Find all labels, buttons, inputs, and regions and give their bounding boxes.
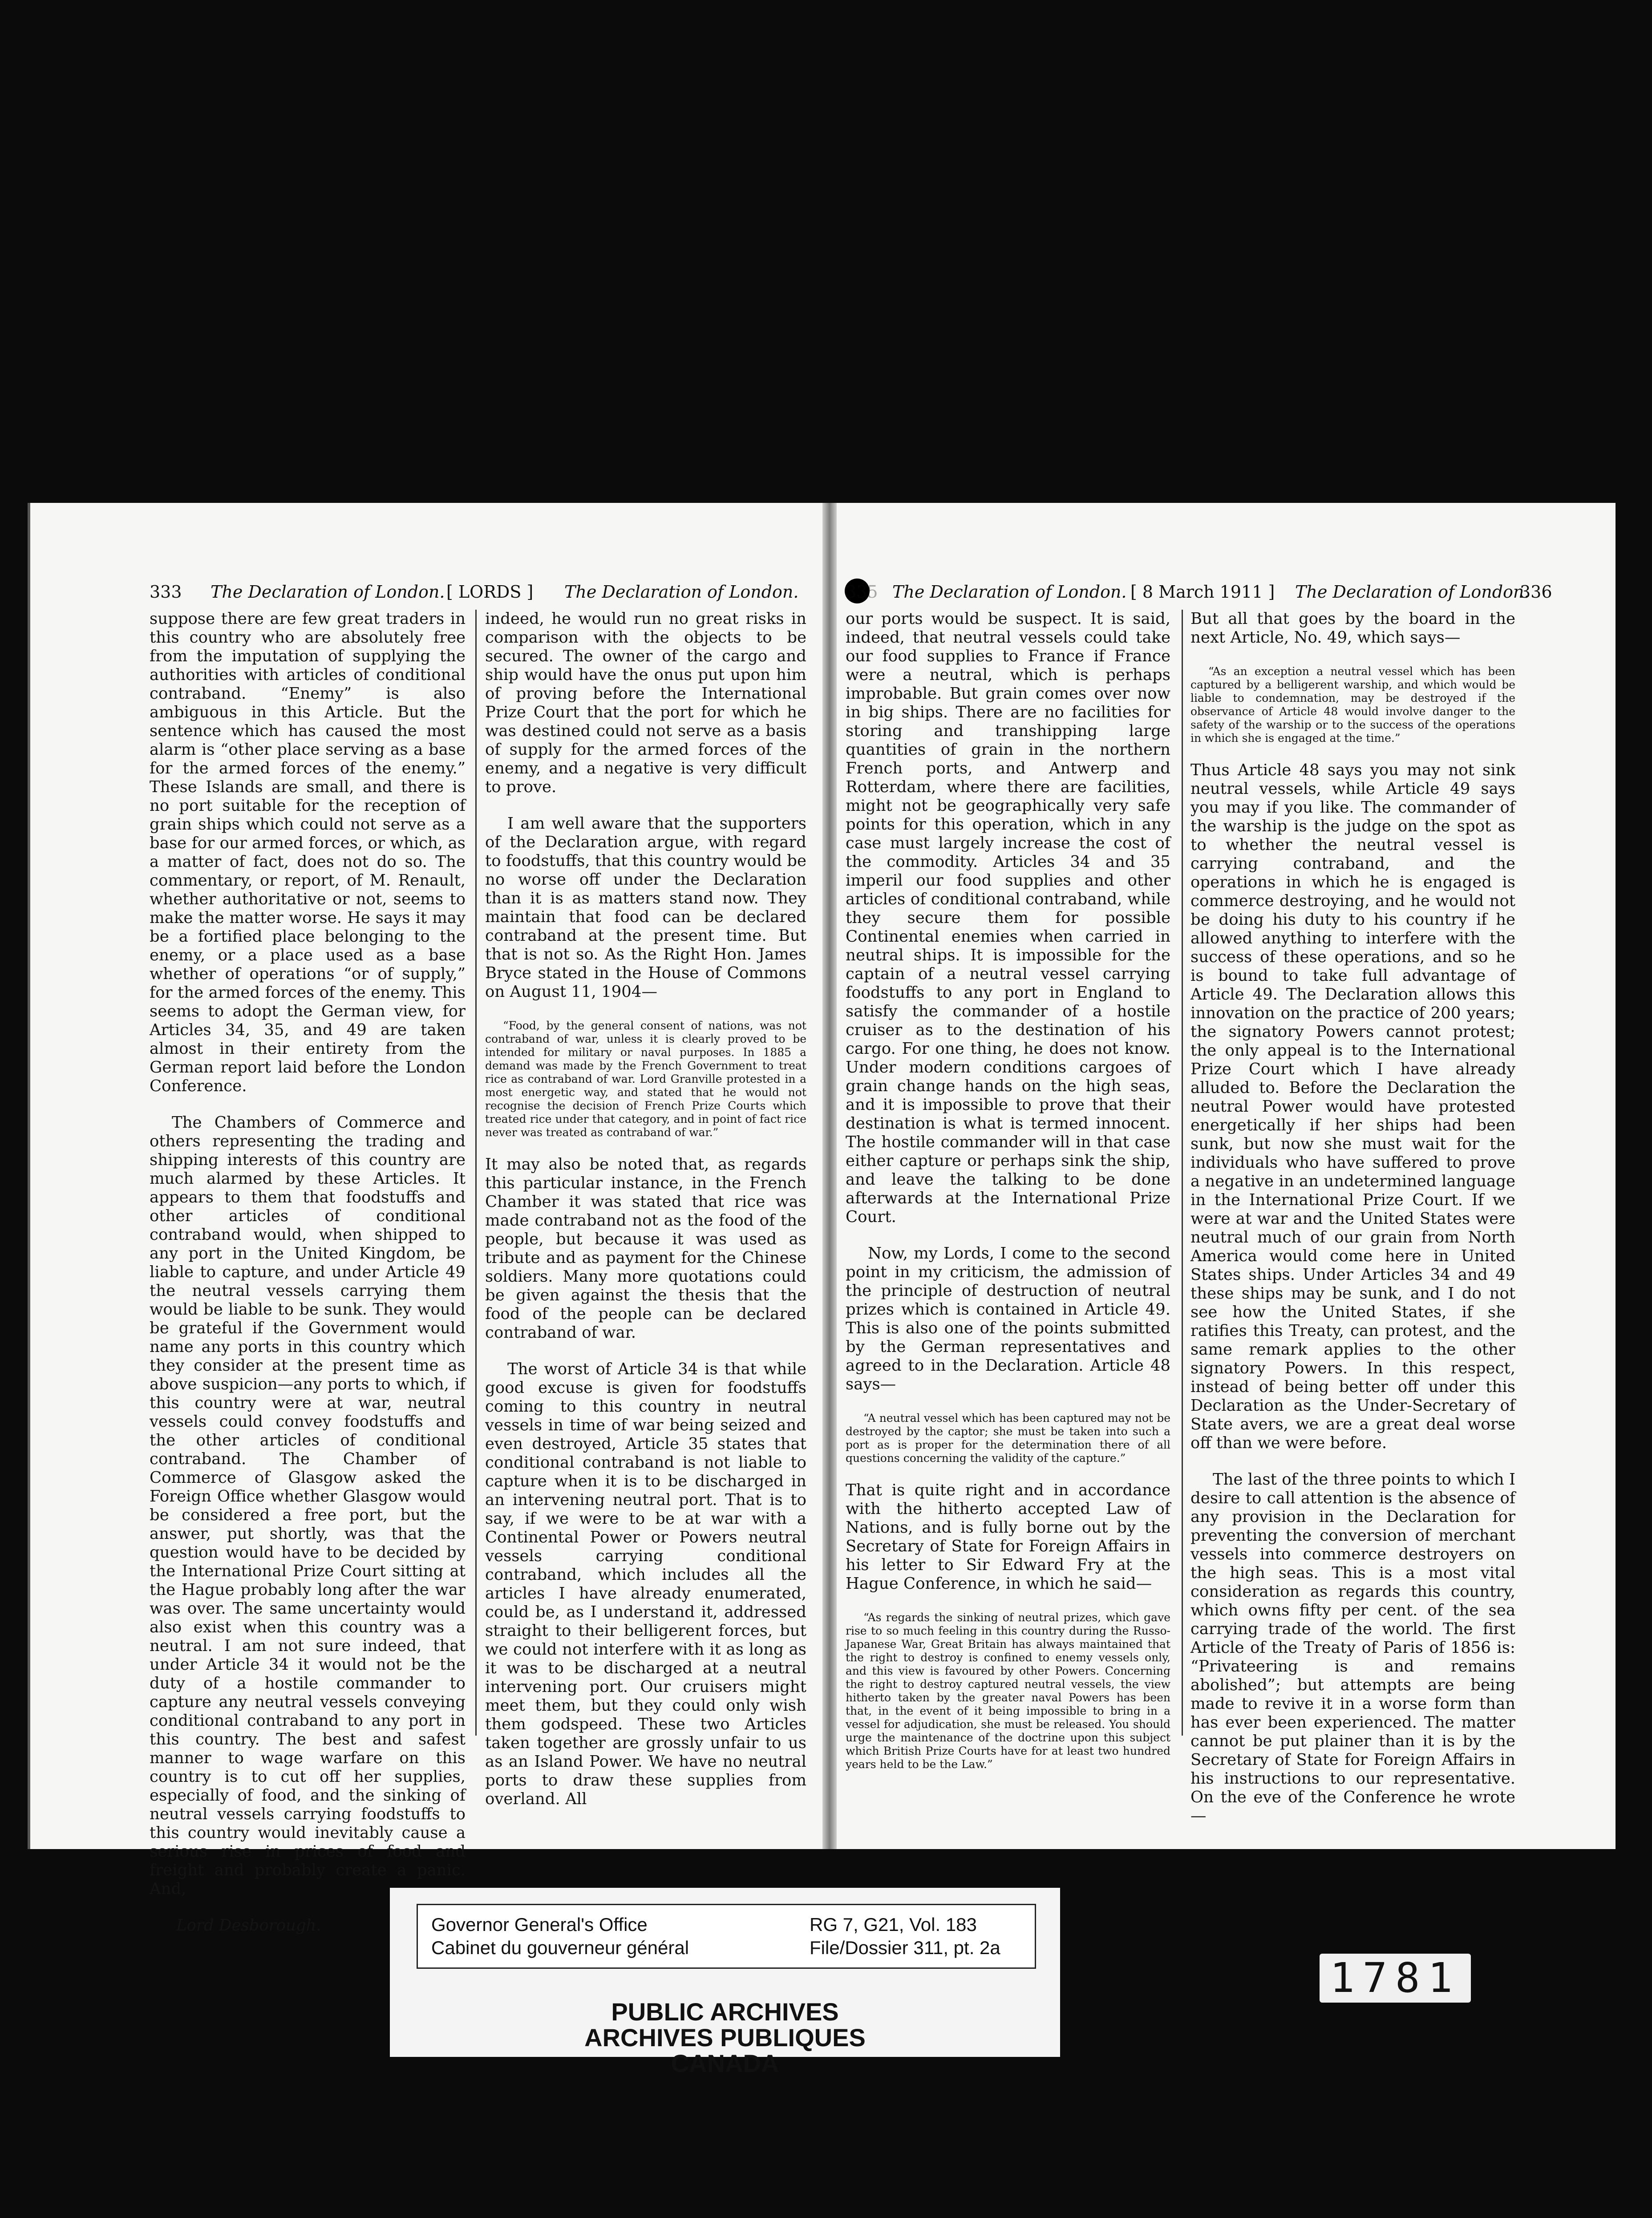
paragraph: indeed, he would run no great risks in comparison with the objects to be secured. The owner of the cargo and ship would have the onus put upon him of proving before the International Prize Court that the port for which he was destined could not serve as a basis of supply for the armed forces of the enemy, and a negative is very difficult to prove. <box>485 610 806 796</box>
running-title: The Declaration of London. <box>892 582 1127 602</box>
right-page-column-2 <box>1190 610 1515 1825</box>
left-page-column-1 <box>150 610 466 1935</box>
right-page-header <box>837 582 1616 609</box>
paragraph: suppose there are few great traders in this country who are absolutely free from the imputation of supplying the authorities with articles of conditional contraband. “Enemy” is also ambiguous in this Article. But the sentence which has caused the most alarm is “other place serving as a base for the armed forces of the enemy.” These Islands are small, and there is no port suitable for the reception of grain ships which could not serve as a base for our armed forces, or which, as a matter of fact, does not do so. The commentary, or report, of M. Renault, whether authoritative or not, seems to make the matter worse. He says it may be a fortified place belonging to the enemy, or a place used as a base whether of operations “or of supply,” for the armed forces of the enemy. This seems to adopt the German view, for Articles 34, 35, and 49 are taken almost in their entirety from the German report laid before the London Conference. <box>150 610 466 1095</box>
paragraph: That is quite right and in accordance with the hitherto accepted Law of Nations, and is fully borne out by the Secretary of State for Foreign Affairs in his letter to Sir Edward Fry at the Hague Conference, in which he said— <box>846 1481 1170 1593</box>
quotation: “As an exception a neutral vessel which has been captured by a belligerent warship, and which would be liable to condemnation, may be destroyed if the observance of Article 48 would involve danger to the safety of the warship or to the success of the operations in which she is engaged at the time.” <box>1190 665 1515 745</box>
paragraph: The worst of Article 34 is that while good excuse is given for foodstuffs coming to this country in neutral vessels in time of war being seized and even destroyed, Article 35 states that conditional contraband is not liable to capture when it is to be discharged in an intervening neutral port. That is to say, if we were to be at war with a Continental Power or Powers neutral vessels carrying conditional contraband, which includes all the articles I have already enumerated, could be, as I understand it, addressed straight to their belligerent forces, but we could not interfere with it as long as it was to be discharged at a neutral intervening port. Our cruisers might meet them, but they could only wish them godspeed. These two Articles taken together are grossly unfair to us as an Island Power. We have no neutral ports to draw these supplies from overland. All <box>485 1360 806 1808</box>
paragraph: I am well aware that the supporters of the Declaration argue, with regard to foodstuffs, that this country would be no worse off under the Declaration than it is as matters stand now. They maintain that food can be declared contraband at the present time. But that is not so. As the Right Hon. James Bryce stated in the House of Commons on August 11, 1904— <box>485 814 806 1001</box>
speaker-signature: Lord Desborough. <box>176 1916 321 1935</box>
running-title: The Declaration of London. <box>564 582 799 602</box>
archives-stamp <box>390 1999 1060 2076</box>
running-title: The Declaration of London. <box>211 582 445 602</box>
right-page-column-1 <box>846 610 1170 1771</box>
running-title: The Declaration of London. <box>1295 582 1530 602</box>
file-number: File/Dossier 311, pt. 2a <box>810 1937 1000 1958</box>
quotation: “As regards the sinking of neutral prizes, which gave rise to so much feeling in this country during the Russo-Japanese War, Great Britain has always maintained that the right to destroy is confined to enemy vessels only, and this view is favoured by other Powers. Concerning the right to destroy captured neutral vessels, the view hitherto taken by the greater naval Powers has been that, in the event of it being impossible to bring in a vessel for adjudication, she must be released. You should urge the maintenance of the doctrine upon this subject which British Prize Courts have for at least two hundred years held to be the Law.” <box>846 1611 1170 1771</box>
paragraph: The last of the three points to which I desire to call attention is the absence of any provision in the Declaration for preventing the conversion of merchant vessels into commerce destroyers on the high seas. This is a most vital consideration as regards this country, which owns fifty per cent. of the sea carrying trade of the world. The first Article of the Treaty of Paris of 1856 is: “Privateering is and remains abolished”; but attempts are being made to revive it in a worse form than has ever been experienced. The matter cannot be put plainer than it is by the Secretary of State for Foreign Affairs in his instructions to our representative. On the eve of the Conference he wrote— <box>1190 1470 1515 1825</box>
right-page <box>837 503 1616 1849</box>
paragraph: It may also be noted that, as regards this particular instance, in the French Chamber it was stated that rice was made contraband not as the food of the people, but because it was used as tribute and as payment for the Chinese soldiers. Many more quotations could be given against the thesis that the food of the people can be declared contraband of war. <box>485 1155 806 1342</box>
quotation: “Food, by the general consent of nations, was not contraband of war, unless it is clearly proved to be intended for military or naval purposes. In 1885 a demand was made by the French Government to treat rice as contraband of war. Lord Granville protested in a most energetic way, and stated that he would not recognise the decision of French Prize Courts which treated rice under that category, and in point of fact rice never was treated as contraband of war.” <box>485 1019 806 1139</box>
paragraph: Now, my Lords, I come to the second point in my criticism, the admission of the principle of destruction of neutral prizes which is contained in Article 49. This is also one of the points submitted by the German representatives and agreed to in the Declaration. Article 48 says— <box>846 1244 1170 1393</box>
paragraph: But all that goes by the board in the next Article, No. 49, which says— <box>1190 610 1515 647</box>
left-page-header <box>30 582 822 609</box>
archives-line-fr: ARCHIVES PUBLIQUES <box>584 2024 866 2052</box>
archives-country: CANADA <box>671 2049 779 2077</box>
book-gutter <box>822 503 837 1849</box>
column-rule <box>475 610 477 1736</box>
office-name <box>431 1913 689 1959</box>
page-number: 333 <box>150 582 182 602</box>
column-rule <box>1182 610 1183 1736</box>
file-reference <box>810 1913 1000 1959</box>
office-name-en: Governor General's Office <box>431 1914 648 1935</box>
archive-label <box>390 1888 1060 2077</box>
archives-line-en: PUBLIC ARCHIVES <box>611 1998 839 2026</box>
date-label: [ 8 March 1911 ] <box>1130 582 1275 602</box>
house-label: [ LORDS ] <box>446 582 534 602</box>
page-number: 336 <box>1520 582 1552 602</box>
frame-number: 1781 <box>1320 1954 1471 2003</box>
record-group: RG 7, G21, Vol. 183 <box>810 1914 977 1935</box>
paragraph: our ports would be suspect. It is said, indeed, that neutral vessels could take our food supplies to France if France were a neutral, which is perhaps improbable. But grain comes over now in big ships. There are no facilities for storing and transhipping large quantities of grain in the northern French ports, and Antwerp and Rotterdam, where there are facilities, might not be geographically very safe points for this operation, which in any case must largely increase the cost of the commodity. Articles 34 and 35 imperil our food supplies and other articles of conditional contraband, while they secure them for possible Continental enemies when carried in neutral ships. It is impossible for the captain of a neutral vessel carrying foodstuffs to any port in England to satisfy the commander of a hostile cruiser as to the destination of his cargo. For one thing, he does not know. Under modern conditions cargoes of grain change hands on the high seas, and it is impossible to prove that their destination is what is termed innocent. The hostile commander will in that case either capture or perhaps sink the ship, and leave the talking to be done afterwards at the International Prize Court. <box>846 610 1170 1226</box>
office-name-fr: Cabinet du gouverneur général <box>431 1937 689 1958</box>
paragraph: Thus Article 48 says you may not sink neutral vessels, while Article 49 says you may if you like. The commander of the warship is the judge on the spot as to whether the neutral vessel is carrying contraband, and the operations in which he is engaged is commerce destroying, and he would not be doing his duty to his country if he allowed anything to interfere with the success of these operations, and so he is bound to take full advantage of Article 49. The Declaration allows this innovation on the practice of 200 years; the signatory Powers cannot protest; the only appeal is to the International Prize Court which I have already alluded to. Before the Declaration the neutral Power would have protested energetically if her ships had been sunk, but now she must wait for the individuals who have suffered to prove a negative in an undetermined language in the International Prize Court. If we were at war and the United States were neutral much of our grain from North America would come here in United States ships. Under Articles 34 and 49 these ships may be sunk, and I do not see how the United States, if she ratifies this Treaty, can protest, and the same remark applies to the other signatory Powers. In this respect, instead of being better off under this Declaration as the Under-Secretary of State avers, we are a great deal worse off than we were before. <box>1190 761 1515 1452</box>
left-page-column-2 <box>485 610 806 1808</box>
archive-reference-box <box>417 1904 1036 1969</box>
paragraph: The Chambers of Commerce and others representing the trading and shipping interests of this country are much alarmed by these Articles. It appears to them that foodstuffs and other articles of conditional contraband would, when shipped to any port in the United Kingdom, be liable to capture, and under Article 49 the neutral vessels carrying them would be liable to be sunk. They would be grateful if the Government would name any ports in this country which they consider at the present time as above suspicion—any ports to which, if this country were at war, neutral vessels could convey foodstuffs and the other articles of conditional contraband. The Chamber of Commerce of Glasgow asked the Foreign Office whether Glasgow would be considered a free port, but the answer, put shortly, was that the question would have to be decided by the International Prize Court sitting at the Hague probably long after the war was over. The same uncertainty would also exist when this country was a neutral. I am not sure indeed, that under Article 34 it would not be the duty of a hostile commander to capture any neutral vessels conveying conditional contraband to any port in this country. The best and safest manner to wage warfare on this country is to cut off her supplies, especially of food, and the sinking of neutral vessels carrying foodstuffs to this country would inevitably cause a serious rise in prices of food and freight and probably create a panic. And, <box>150 1113 466 1898</box>
page-number: 335 <box>846 582 878 602</box>
quotation: “A neutral vessel which has been captured may not be destroyed by the captor; she must be taken into such a port as is proper for the determination there of all questions concerning the validity of the capture.” <box>846 1412 1170 1465</box>
